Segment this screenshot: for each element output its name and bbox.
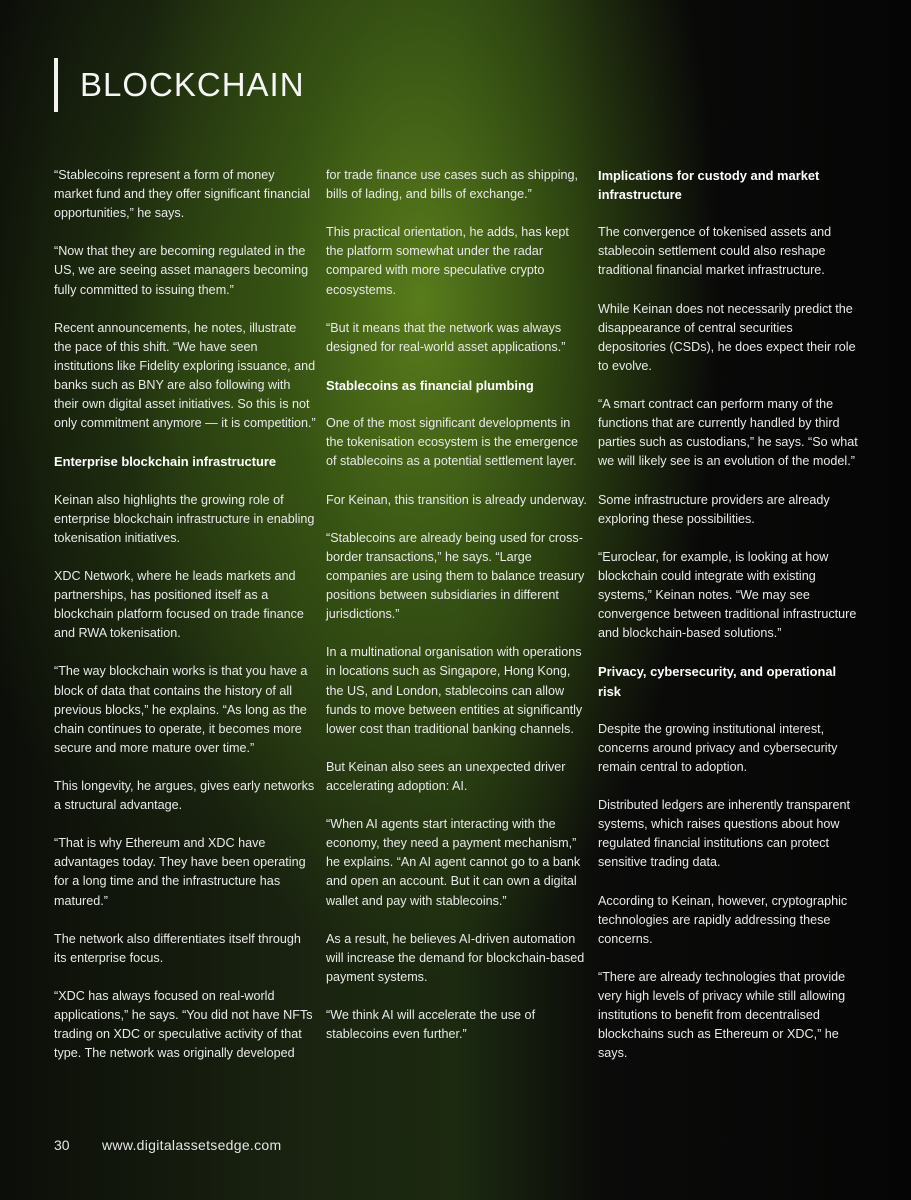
paragraph: The convergence of tokenised assets and stablecoin settlement could also reshape traditional financial market infrastructure.	[598, 225, 832, 278]
paragraph: For Keinan, this transition is already underway.	[326, 492, 587, 507]
section-heading: Privacy, cybersecurity, and operational risk	[598, 664, 837, 699]
paragraph: Recent announcements, he notes, illustrate the pace of this shift. “We have seen institutions like Fidelity exploring issuance, and banks such as BNY are also following with their own digital asset initiatives. So this is not only commitment anymore — it is competition.”	[54, 320, 316, 431]
paragraph: Keinan also highlights the growing role of enterprise blockchain infrastructure in enabling tokenisation initiatives.	[54, 492, 315, 545]
page-footer	[54, 1137, 281, 1153]
article-column-3	[598, 166, 860, 1083]
paragraph: “Euroclear, for example, is looking at how blockchain could integrate with existing systems,” Keinan notes. “We may see convergence between traditional infrastructure and blockchain-based solutions.”	[598, 549, 857, 641]
paragraph: XDC Network, where he leads markets and partnerships, has positioned itself as a blockchain platform focused on trade finance and RWA tokenisation.	[54, 568, 304, 641]
paragraph: Distributed ledgers are inherently transparent systems, which raises questions about how regulated financial institutions can protect sensitive trading data.	[598, 798, 851, 870]
paragraph: Despite the growing institutional interest, concerns around privacy and cybersecurity remain central to adoption.	[598, 721, 838, 774]
paragraph: “That is why Ethereum and XDC have advantages today. They have been operating for a long time and the infrastructure has matured.”	[54, 836, 306, 908]
section-heading: Stablecoins as financial plumbing	[326, 378, 534, 394]
section-header	[54, 58, 305, 112]
section-heading: Enterprise blockchain infrastructure	[54, 454, 277, 470]
paragraph: “The way blockchain works is that you have a block of data that contains the history of all previous blocks,” he explains. “As long as the chain continues to operate, it becomes more secure and more mature over time.”	[54, 664, 308, 755]
paragraph: “Now that they are becoming regulated in the US, we are seeing asset managers becoming fully committed to issuing them.”	[54, 244, 309, 297]
paragraph: “But it means that the network was always designed for real-world asset applications.”	[326, 320, 566, 354]
paragraph: According to Keinan, however, cryptographic technologies are rapidly addressing these concerns.	[598, 893, 848, 946]
paragraph: “When AI agents start interacting with the economy, they need a payment mechanism,” he explains. “An AI agent cannot go to a bank and open an account. But it can own a digital wallet and pay with stablecoins.”	[326, 817, 581, 908]
paragraph: The network also differentiates itself through its enterprise focus.	[54, 931, 301, 965]
paragraph: “Stablecoins are already being used for cross-border transactions,” he says. “Large companies are using them to balance treasury positions between subsidiaries in different jurisdictions.”	[326, 530, 585, 622]
paragraph: As a result, he believes AI-driven automation will increase the demand for blockchain-based payment systems.	[326, 931, 585, 984]
paragraph: for trade finance use cases such as shipping, bills of lading, and bills of exchange.”	[326, 168, 579, 202]
section-heading: Implications for custody and market infrastructure	[598, 168, 820, 203]
paragraph: While Keinan does not necessarily predict the disappearance of central securities depositories (CSDs), he does expect their role to evolve.	[598, 301, 856, 373]
paragraph: Some infrastructure providers are already exploring these possibilities.	[598, 492, 830, 526]
paragraph: But Keinan also sees an unexpected driver accelerating adoption: AI.	[326, 759, 566, 793]
paragraph: “A smart contract can perform many of the functions that are currently handled by third parties such as custodians,” he says. “So what we will likely see is an evolution of the model.”	[598, 397, 858, 469]
paragraph: “We think AI will accelerate the use of stablecoins even further.”	[326, 1008, 536, 1042]
paragraph: In a multinational organisation with operations in locations such as Singapore, Hong Kong, the US, and London, stablecoins can allow funds to move between entities at significantly lower cost than traditional banking channels.	[326, 645, 583, 736]
paragraph: This longevity, he argues, gives early networks a structural advantage.	[54, 779, 315, 813]
article-column-1	[54, 166, 316, 1083]
footer-url: www.digitalassetsedge.com	[102, 1137, 282, 1153]
paragraph: One of the most significant developments in the tokenisation ecosystem is the emergence of stablecoins as a potential settlement layer.	[326, 416, 579, 469]
article-column-2	[326, 166, 588, 1063]
paragraph: “There are already technologies that provide very high levels of privacy while still allowing institutions to benefit from decentralised blockchains such as Ethereum or XDC,” he says.	[598, 969, 846, 1061]
section-title: BLOCKCHAIN	[80, 66, 305, 103]
paragraph: “Stablecoins represent a form of money market fund and they offer significant financial opportunities,” he says.	[54, 168, 310, 221]
page-number: 30	[54, 1137, 70, 1153]
paragraph: This practical orientation, he adds, has kept the platform somewhat under the radar compared with more speculative crypto ecosystems.	[326, 225, 569, 297]
paragraph: “XDC has always focused on real-world applications,” he says. “You did not have NFTs trading on XDC or speculative activity of that type. The network was originally developed	[54, 989, 313, 1061]
